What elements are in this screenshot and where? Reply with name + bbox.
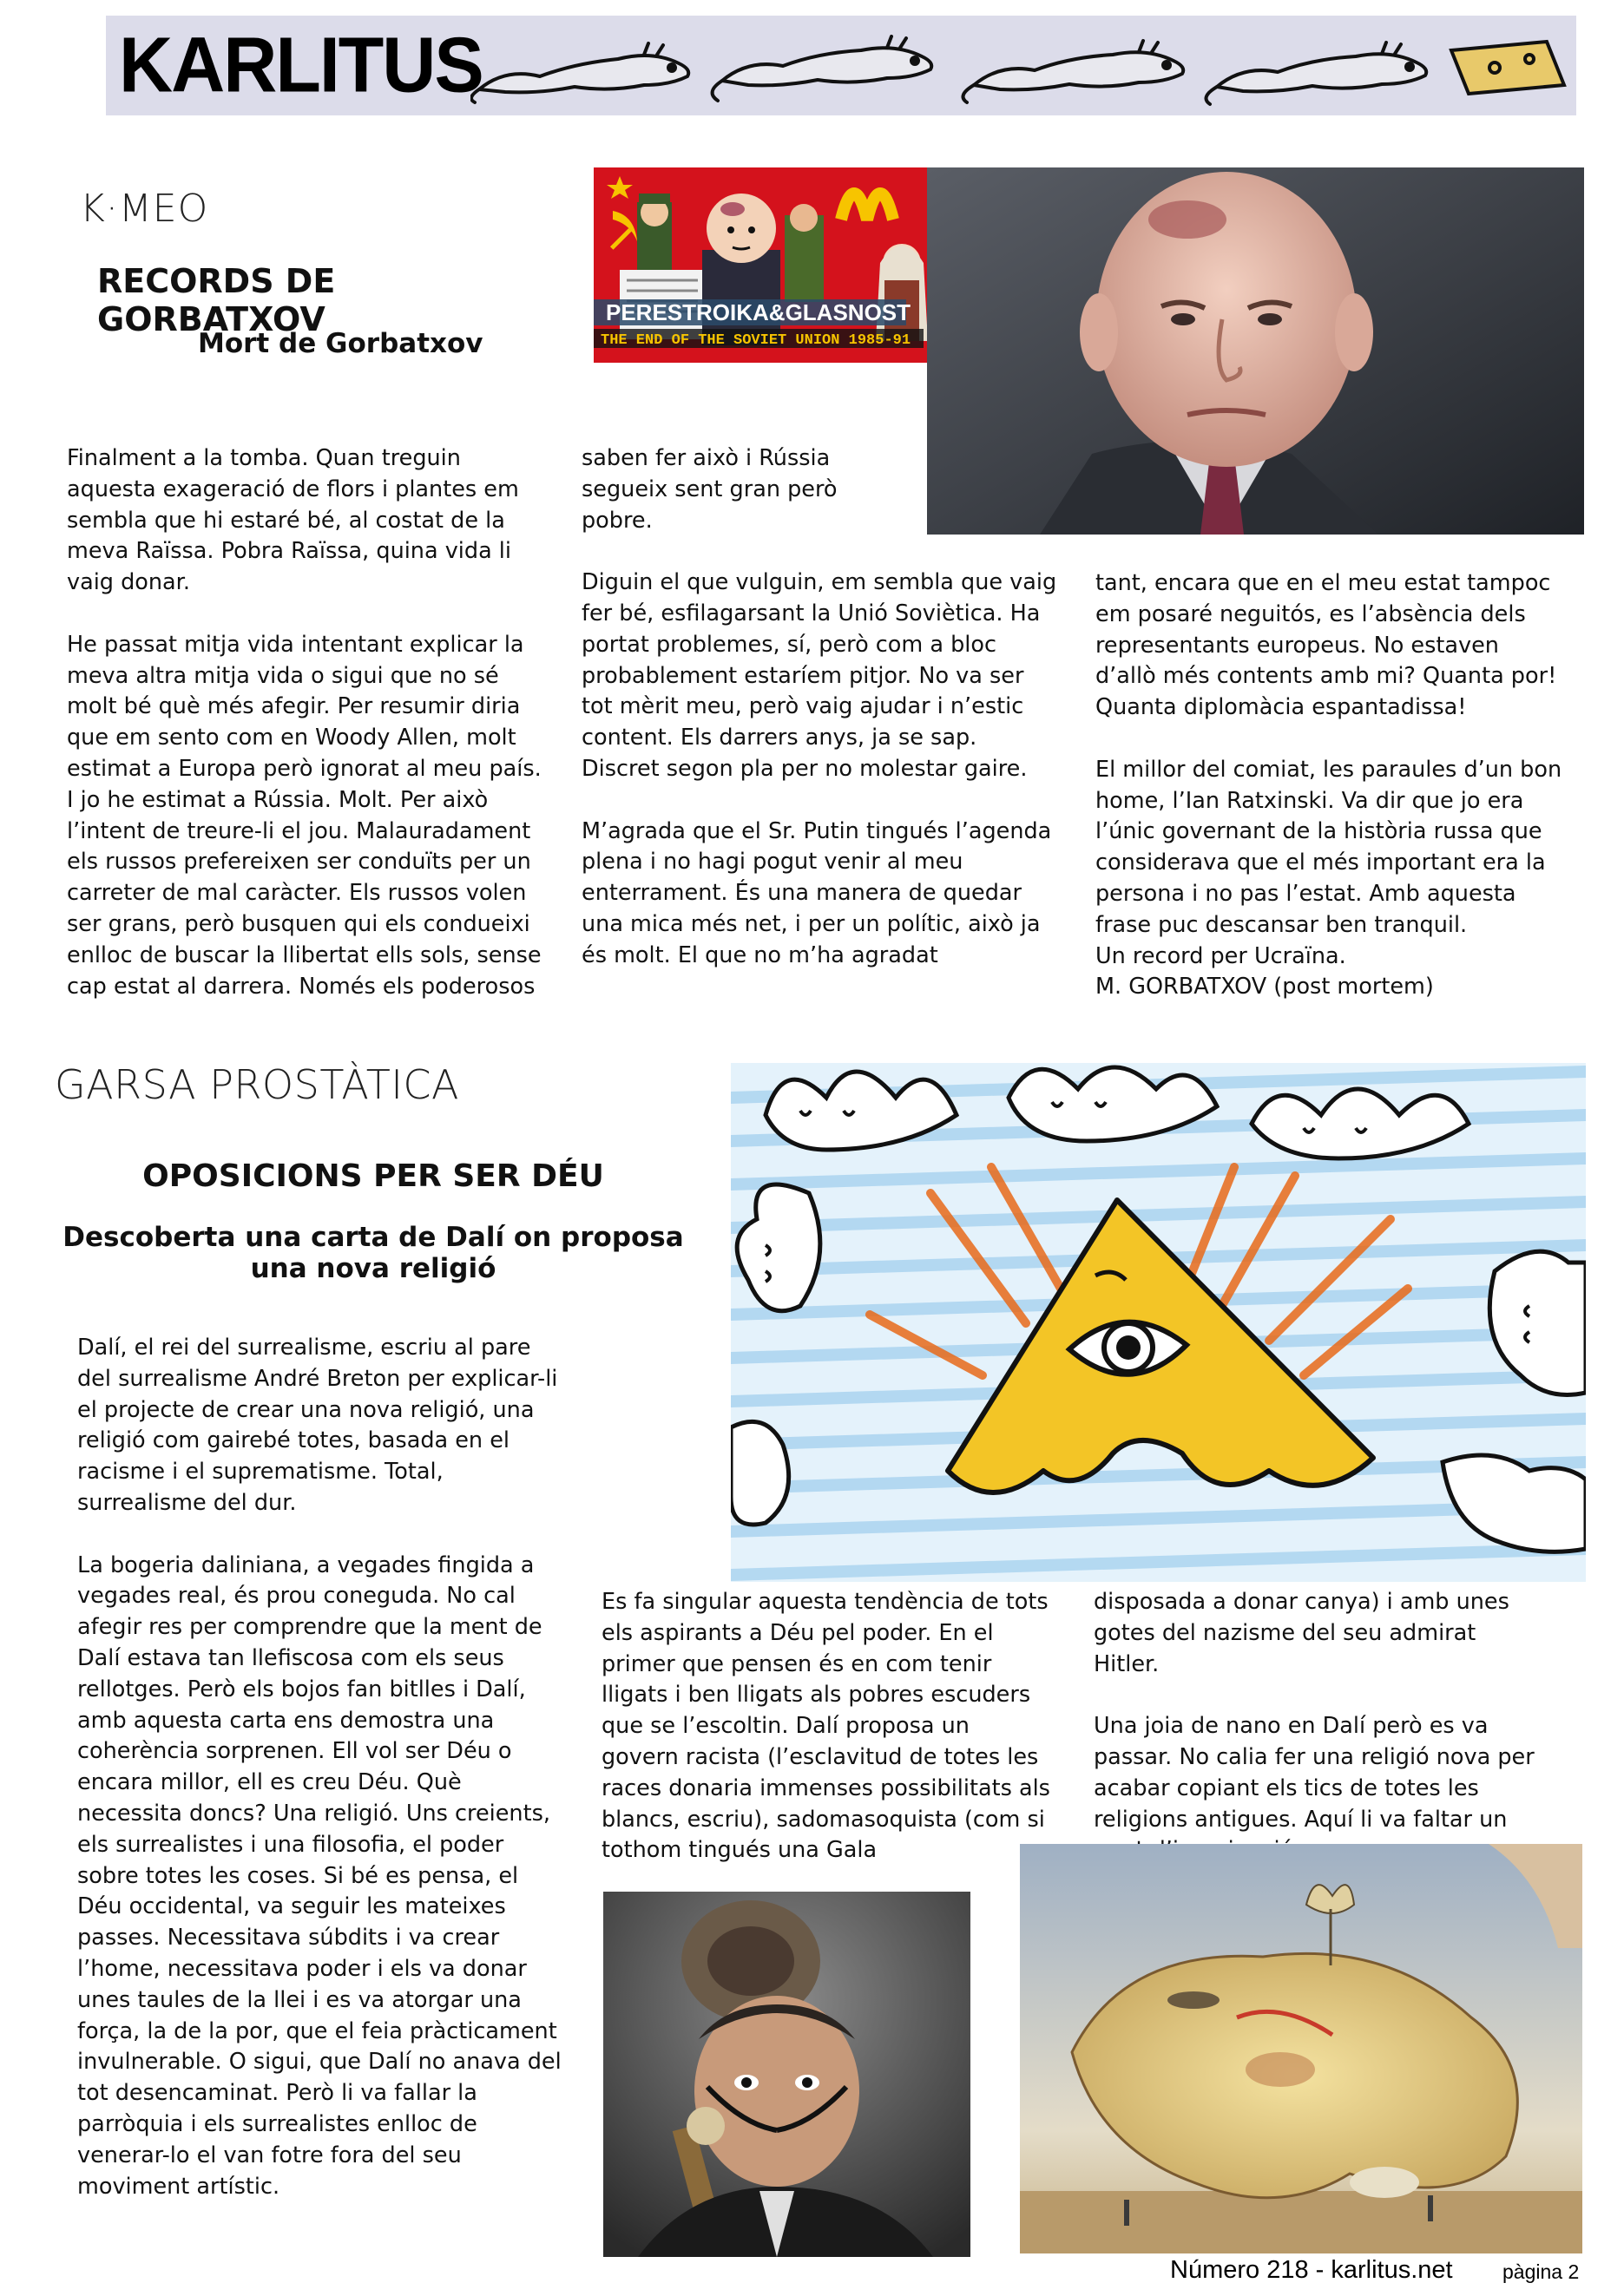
footer-issue: Número 218 - karlitus.net	[1170, 2256, 1453, 2284]
article2-subtitle-line-1: Descoberta una carta de Dalí on proposa	[62, 1222, 684, 1253]
paragraph: El millor del comiat, les paraules d’un bon home, l’Ian Ratxinski. Va dir que jo era l’únic governant de la història russa que considerava que el més important era la persona i no pas l’estat. Amb aquesta frase puc descansar ben tranquil.	[1095, 756, 1562, 938]
all-seeing-eye-drawing	[731, 1063, 1586, 1582]
article2-column-2	[602, 1587, 1053, 1866]
paragraph: Es fa singular aquesta tendència de tots els aspirants a Déu pel poder. En el primer que pensen és en com tenir lligats i ben lligats als pobres escuders que se l’escoltin. Dalí proposa un govern racista (l’esclavitud de totes les races donaria immenses possibilitats als blancs, escriu), sadomasoquista (com si tothom tingués una Gala	[602, 1589, 1050, 1864]
paragraph: Una joia de nano en Dalí però es va passar. No calia fer una religió nova per acabar copiant els tics de totes les religions antigues. Aquí li va faltar un	[1094, 1713, 1535, 1833]
masthead-logo: KARLITUS	[119, 21, 483, 109]
perestroika-poster-image	[594, 167, 945, 363]
footer-page-number: pàgina 2	[1502, 2260, 1580, 2283]
article1-title: RECORDS DE GORBATXOV	[97, 262, 336, 338]
paragraph: Diguin el que vulguin, em sembla que vaig fer bé, esfilagarsant la Unió Soviètica. Ha portat problemes, sí, però com a bloc probablement estaríem pitjor. No va ser tot mèrit meu, però vaig ajudar i n’estic content. Els darrers anys, ja se sap. Discret segon pla per no molestar gaire.	[582, 569, 1057, 782]
article2-subtitle-line-2: una nova religió	[250, 1253, 496, 1284]
paragraph: tant, encara que en el meu estat tampoc em posaré neguitós, es l’absència dels representants europeus. No estaven d’allò més contents amb mi? Quanta por! Quanta diplomàcia espantadissa!	[1095, 570, 1557, 721]
paragraph: La bogeria daliniana, a vegades fingida a vegades real, és prou coneguda. No cal afegir res per comprendre que la ment de Dalí estava tan llefiscosa com els seus rellotges. Però els bojos fan bitlles i Dalí, amb aquesta carta ens demostra una coherència sorprenen. Ell vol ser Déu o encara millor, ell es creu Déu. Què necessita doncs? Una religió. Uns creients, els surrealistes i una filosofia, el poder sobre totes les coses. Si bé es pensa, el Déu occidental, va seguir les mateixes passes. Necessitava súbdits i va crear l’home, necessitava poder i els va donar unes taules de la llei i es va atorgar una força, la de la por, que el feia pràcticament invulnerable. O sigui, que Dalí no anava del tot desencaminat. Però li va fallar la parròquia i els surrealistes enlloc de venerar-lo el van fotre fora del seu moviment artístic.	[77, 1551, 562, 2200]
article1-column-2	[582, 443, 1057, 972]
article1-column-1	[67, 443, 553, 1002]
paragraph: Un record per Ucraïna.	[1095, 942, 1346, 969]
article2-column-3	[1094, 1587, 1545, 1866]
article1-subtitle: Mort de Gorbatxov	[198, 328, 483, 359]
article2-subtitle	[52, 1222, 694, 1284]
article1-column-3	[1095, 568, 1564, 1003]
paragraph: saben fer això i Rússia segueix sent gran però pobre.	[582, 445, 838, 534]
section-label-garsa: GARSA PROSTÀTICA	[55, 1061, 460, 1108]
dali-painting	[1020, 1844, 1582, 2253]
dali-photo	[603, 1892, 970, 2257]
article1-signature: M. GORBATXOV (post mortem)	[1095, 974, 1434, 1000]
poster-title: PERESTROIKA&GLASNOST	[606, 299, 911, 325]
paragraph: Finalment a la tomba. Quan treguin aquesta exageració de flors i plantes em sembla que hi estaré bé, al costat de la meva Raïssa. Pobra Raïssa, quina vida li vaig donar.	[67, 445, 519, 596]
rats-illustration	[470, 24, 1573, 107]
paragraph: disposada a donar canya) i amb unes gotes del nazisme del seu admirat Hitler.	[1094, 1589, 1509, 1677]
paragraph: He passat mitja vida intentant explicar la meva altra mitja vida o sigui que no sé molt bé què més afegir. Per resumir diria que em sento com en Woody Allen, molt estimat a Europa però ignorat al meu país. I jo he estimat a Rússia. Molt. Per això l’intent de treure-li el jou. Malauradament els russos prefereixen ser conduïts per un carreter de mal caràcter. Els russos volen ser grans, però busquen qui els condueixi enlloc de buscar la llibertat ells sols, sense cap estat al darrera. Només els poderosos	[67, 631, 542, 1000]
masthead	[106, 16, 1576, 115]
poster-subtitle: THE END OF THE SOVIET UNION 1985-91	[601, 332, 911, 349]
article2-column-1	[77, 1333, 563, 2202]
article2-title: OPOSICIONS PER SER DÉU	[142, 1158, 604, 1194]
section-label-kmeo: K·MEO	[80, 187, 209, 231]
paragraph: Dalí, el rei del surrealisme, escriu al pare del surrealisme André Breton per explicar-li el projecte de crear una nova religió, una religió com gairebé totes, basada en el racisme i el suprematisme. Total, surrealisme del dur.	[77, 1335, 558, 1516]
paragraph: M’agrada que el Sr. Putin tingués l’agenda plena i no hagi pogut venir al meu enterrament. És una manera de quedar una mica més net, i per un polític, això ja és molt. El que no m’ha agradat	[582, 817, 1052, 968]
